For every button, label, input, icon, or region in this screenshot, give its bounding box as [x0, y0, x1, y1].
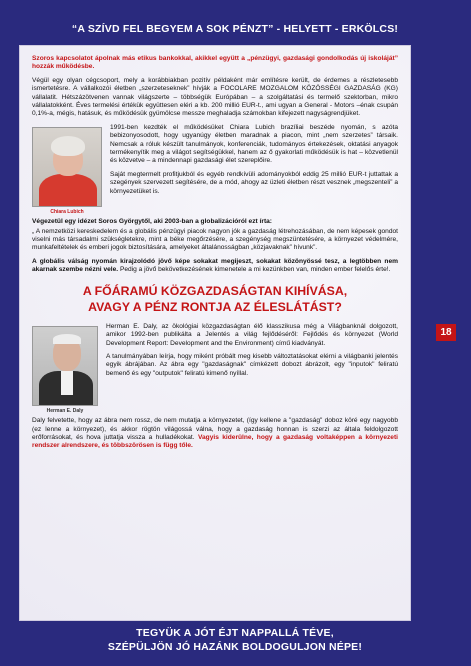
paragraph-donations: Saját megtermelt profitjukból és egyéb rendkívüli adományokból eddig 25 millió EUR-t juttattak a szegények szervezett segítésére, de a mód, ahogy az üzleti életben részt vesznek „megszenteli” a környezetüket is. [110, 170, 398, 195]
section-title [32, 283, 398, 315]
crisis-rest: Pedig a jövő bekövetkezésének kimenetele a mi kezünkben van, minden ember felelős érte!. [118, 266, 391, 274]
footer-line-1: TEGYÜK A JÓT ÉJT NAPPALLÁ TÉVE, [136, 627, 334, 639]
paragraph-focolare: Végül egy olyan cégcsoport, mely a korábbiakban pozitív példaként már említésre került, de érdemes a részletesebb ismertetésre. A vállalkozói életben „szerzeteseknek” hívják a FOCOLARE MOZGALOM KÖZÖSSÉGI GAZDASÁG (KG) vállalatit. Hétszázötvenen vannak világszerte – többségük Európában – a szolgáltatási és termelő szektorban, mikro vállalatokként. Éves termelési értékük együttesen eléri a kb. 200 millió EUR-t., ami ugyan a General - Motors –énak csupán 0,1%-a, mégis, hatásuk, és működésük gyümölcse messze meghaladja számokban kifejezett nagyságrendjüket. [32, 76, 398, 118]
top-banner [12, 19, 458, 39]
daly-caption: Herman E. Daly [46, 407, 84, 414]
article-page [19, 45, 411, 621]
lubich-portrait [32, 127, 102, 207]
daly-photo [32, 326, 98, 415]
daly-portrait [32, 326, 98, 406]
paragraph-diagram: A tanulmányában leírja, hogy miként próbált meg kisebb változtatásokat elérni a világbanki jelentés egyik ábrájában. Az ábra egy "gazdaságnak" címkézett dobozt ábrázolt, egy "inputok" feliratú bemenő és egy "outputok" feliratú kimenő nyíllal. [106, 352, 398, 377]
soros-heading: Végezetül egy idézet Soros Györgytől, aki 2003-ban a globalizációról ezt írta: [32, 218, 273, 226]
section-title-line-1: A FŐÁRAMÚ KÖZGAZDASÁGTAN KIHÍVÁSA, [82, 283, 348, 298]
section-title-line-2: AVAGY A PÉNZ RONTJA AZ ÉLESLÁTÁST? [88, 299, 342, 314]
intro-paragraph: Szoros kapcsolatot ápolnak más etikus bankokkal, akikkel együtt a „pénzügyi, gazdasági gondolkodás új iskoláját” hozzák működésbe. [32, 55, 398, 71]
environment-bold: Vagyis kiderülne, hogy a gazdaság voltaképpen a környezeti rendszer alrendszere, és többszörösen is függ tőle. [32, 433, 398, 450]
lubich-photo [32, 127, 102, 216]
bottom-banner [12, 626, 458, 660]
footer-line-2: SZÉPÜLJÖN JÓ HAZÁNK BOLDOGULJON NÉPE! [107, 641, 363, 653]
soros-quote: „ A nemzetközi kereskedelem és a globális pénzügyi piacok nagyon jók a gazdaság létrehozásában, de nem képesek gondot viselni más társadalmi szükségletekre, mint a béke megőrzésére, a szegénység megszüntetésére, a környezet védelmére, munkafeltételek és emberi jogok biztosítására, amelyeket általánosságban „közjavaknak” hívunk”. [32, 227, 398, 252]
page-number: 18 [436, 324, 456, 341]
paragraph-crisis [32, 258, 398, 275]
header-slogan: “A SZÍVD FEL BEGYEM A SOK PÉNZT” - HELYETT - ERKÖLCS! [71, 23, 399, 35]
paragraph-lubich: 1991-ben kezdték el működésüket Chiara Lubich brazíliai beszéde nyomán, s azóta bebizonyosodott, hogy ugyanúgy életben maradnak a piacon, mint „nem szerzetes” társaik. Nemcsak a róluk készült tanulmányok, konferenciák, tudományos értekezések, oktatási anyagok termékenyítik meg a világot segítségükkel, hanem az ő gyakorlati működésük is hat – közvetlenül és közvetve – a mindennapi gazdasági élet szereplőire. [110, 123, 398, 165]
paragraph-environment [32, 417, 398, 451]
environment-text: Daly felvetette, hogy az ábra nem rossz, de nem mutatja a környezetet, (így kellene a "gazdaság" doboz köré egy nagyobb (ez lenne a környezet), és akkor rögtön világossá válna, hogy a gazdaság honnan is szerzi az általa feldolgozott erőforrásokat, és hova juttatja vissza a hulladékokat. [32, 417, 398, 441]
lubich-caption: Chiara Lubich [50, 208, 84, 215]
crisis-bold: A globális válság nyomán kirajzolódó jövő képe sokakat megijeszt, sokakat közönyössé tesz, a legtöbben nem akarnak szembe nézni vele. [32, 257, 398, 274]
paragraph-daly: Herman E. Daly, az ökológiai közgazdaságtan élő klasszikusa még a Világbanknál dolgozott, amikor 1992-ben publikálta a Jelentés a világ fejlődéséről: Fejlődés és környezet (World Development Report: Development and the Environment) című kiadványát. [106, 322, 398, 347]
